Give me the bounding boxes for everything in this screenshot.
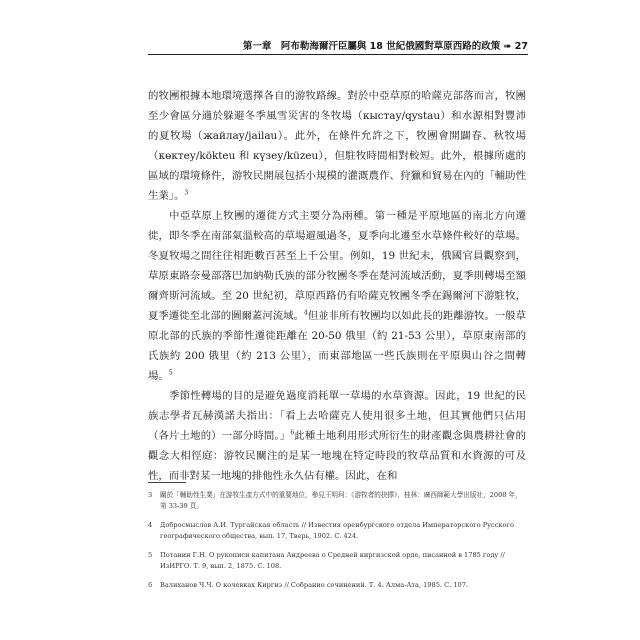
- paragraph-1: [148, 86, 526, 206]
- paragraph-3: [148, 386, 526, 486]
- footnote-text: Добросмыслов А.И. Тургайская область // Известия оренбургского отдела Императорского Русского географического общества, вып. 17, Тверь, 1902. С. 424.: [160, 521, 514, 540]
- running-header: 第一章 阿布勒海爾汗臣屬與 18 世紀俄國對草原西路的政策 ➠ 27: [242, 41, 528, 52]
- footnote-ref-4[interactable]: 4: [303, 309, 308, 317]
- header-divider: [148, 54, 528, 55]
- paragraph-1-text: 的牧團根據本地環境選擇各自的游牧路線。對於中亞草原的哈薩克部落而言，牧團至少會區分適於躲避冬季風雪災害的冬牧場（кыстау/qystau）和水源相對豐沛的夏牧場（жайлау/jailau）。此外，在條件允許之下，牧團會開闢春、秋牧場（көктеу/kökteu 和 күзеу/küzeu），但駐牧時間相對較短。此外，根據所處的區域的環境條件，游牧民開展包括小規模的灌溉農作、狩獵和貿易在內的「輔助性生業」。: [148, 90, 526, 202]
- footnote-item: [148, 550, 526, 572]
- footnote-ref-6[interactable]: 6: [290, 429, 295, 437]
- footnote-number: 5: [148, 551, 153, 559]
- footnotes: [148, 490, 526, 599]
- footnote-number: 4: [148, 521, 153, 529]
- footnote-number: 3: [148, 491, 153, 499]
- paragraph-2-continued: 但並非所有牧團均以如此長的距離游牧。一般草原北部的氏族的季節性遷徙距離在 20-50 俄里（約 21-53 公里），草原東南部的氏族約 200 俄里（約 213 公里），而東部地區一些氏族則在平原與山谷之間轉場。: [148, 310, 526, 382]
- footnote-number: 6: [148, 581, 153, 589]
- footnote-item: [148, 520, 526, 542]
- footnote-text: Валиханов Ч.Ч. О кочевках Киргиз // Собрание сочинений. Т. 4. Алма-Ата, 1985. С. 107.: [160, 581, 469, 589]
- footnote-divider: [148, 482, 186, 483]
- footnote-text: Потанин Г.Н. О рукописи капитана Андреева о Средней киргизской орде, писанной в 1785 году // ИзИРГО. Т. 9, вып. 2, 1875. С. 108.: [160, 551, 505, 570]
- footnote-text: 關於「輔助性生業」在游牧生產方式中的重要地位，參見王明珂：《游牧者的抉擇》，桂林：廣西師範大學出版社，2008 年，第 33-39 頁。: [160, 491, 522, 510]
- body-text: [148, 86, 526, 486]
- paragraph-2-text: 中亞草原上牧團的遷徙方式主要分為兩種。第一種是平原地區的南北方向遷徙，即冬季在南部氣溫較高的草場避風過冬，夏季向北遷至水草條件較好的草場。冬夏牧場之間往往相距數百甚至上千公里。例如，19 世紀末，俄國官員觀察到，草原東路奈曼部落巴加納勒氏族的部分牧團冬季在楚河流域活動，夏季則轉場至額爾齊斯河流域。至 20 世紀初，草原西路仍有哈薩克牧團冬季在錫爾河下游駐牧，夏季遷徙至北部的圖爾蓋河流域。: [148, 210, 526, 322]
- footnote-item: [148, 490, 526, 512]
- paragraph-3-continued: 此種土地利用形式所衍生的財產觀念與農耕社會的觀念大相徑庭：游牧民關注的是某一地塊在特定時段的牧草品質和水資源的可及性，而非對某一地塊的排他性永久佔有權。因此，在和: [148, 430, 526, 482]
- paragraph-3-text: 季節性轉場的目的是避免過度消耗單一草場的水草資源。因此，19 世紀的民族志學者瓦赫漢諾夫指出：「看上去哈薩克人使用很多土地，但其實他們只佔用（各片土地的）一部分時間。」: [148, 390, 526, 442]
- footnote-ref-3[interactable]: 3: [184, 189, 189, 197]
- footnote-ref-5[interactable]: 5: [168, 369, 173, 377]
- footnote-item: [148, 580, 526, 591]
- paragraph-2: [148, 206, 526, 386]
